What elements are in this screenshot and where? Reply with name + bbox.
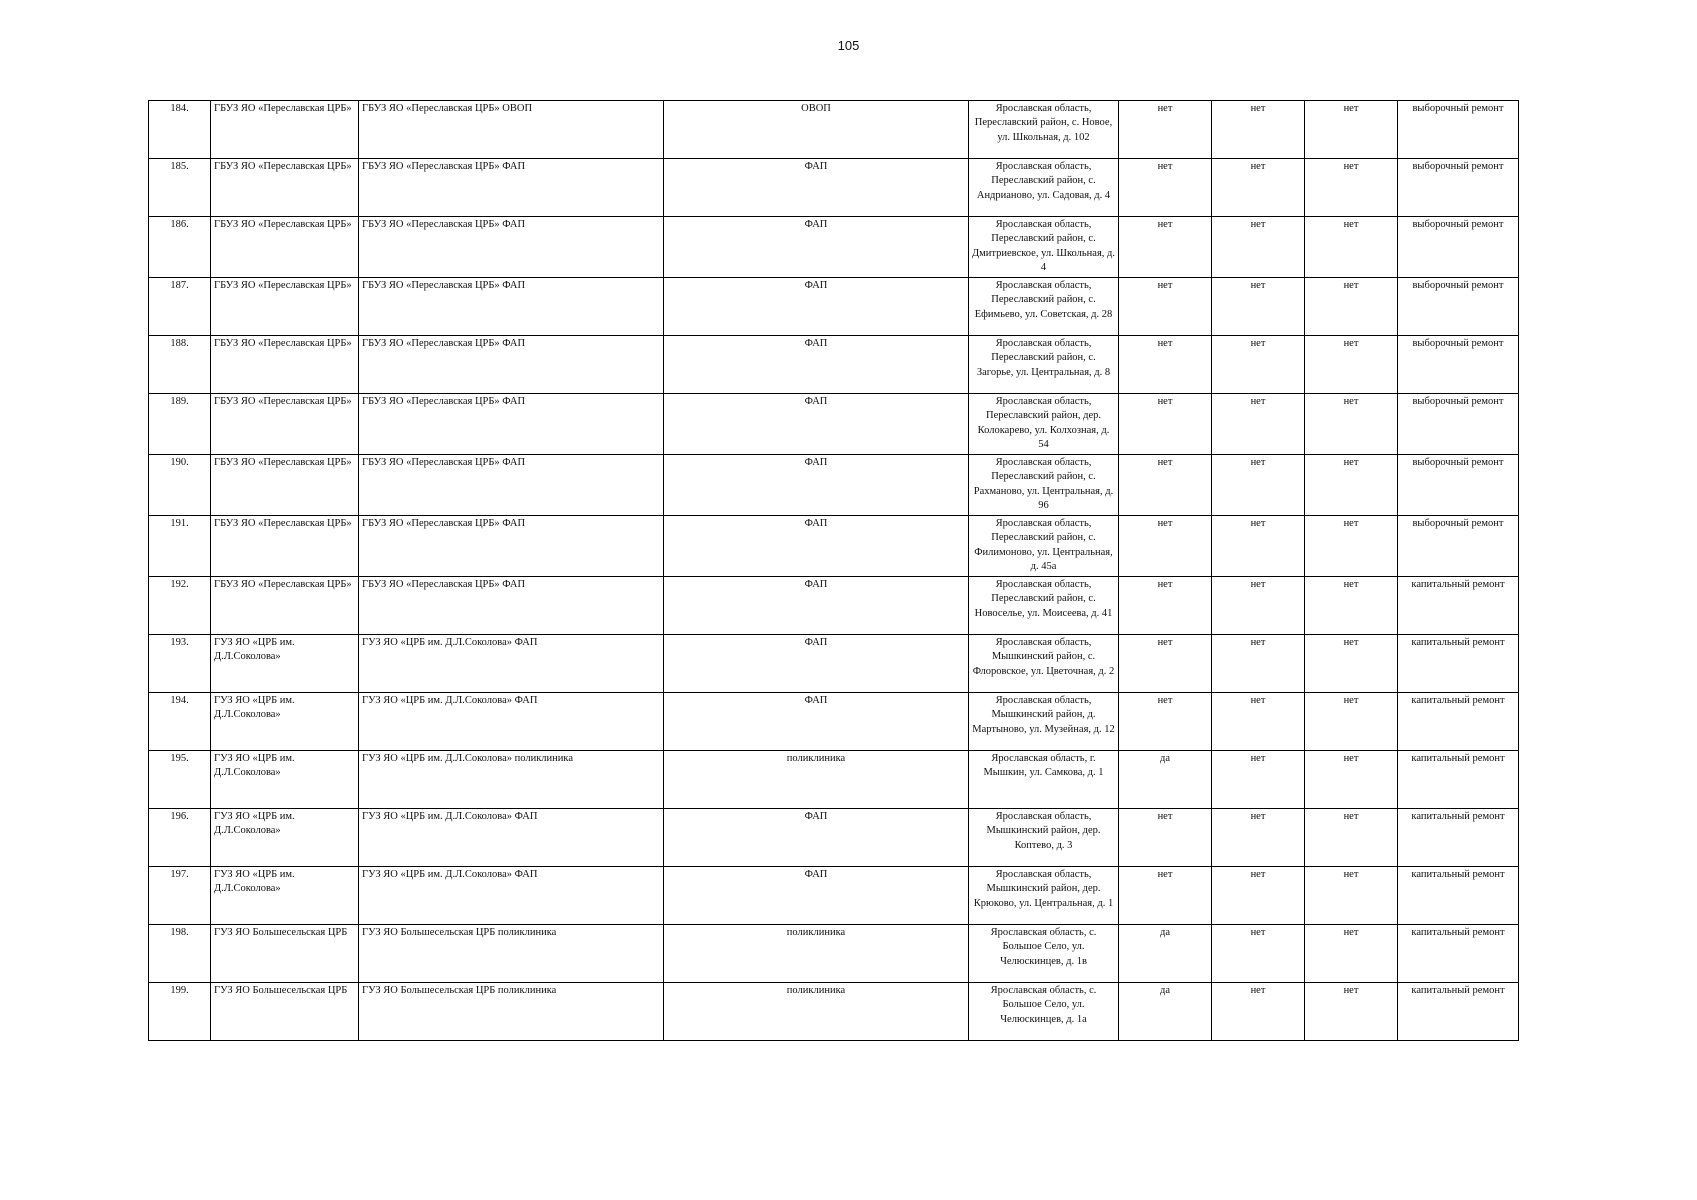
- flag-cell-3: нет: [1305, 515, 1398, 576]
- repair-type-cell: капитальный ремонт: [1398, 924, 1519, 982]
- table-row: [149, 866, 1519, 924]
- table-row: [149, 634, 1519, 692]
- facility-type-cell: ФАП: [664, 454, 969, 515]
- organization-cell: ГБУЗ ЯО «Переславская ЦРБ»: [211, 277, 359, 335]
- flag-cell-1: нет: [1119, 393, 1212, 454]
- table-row: [149, 924, 1519, 982]
- repair-type-cell: капитальный ремонт: [1398, 866, 1519, 924]
- table-row: [149, 277, 1519, 335]
- facility-type-cell: ФАП: [664, 393, 969, 454]
- flag-cell-3: нет: [1305, 159, 1398, 217]
- flag-cell-3: нет: [1305, 335, 1398, 393]
- flag-cell-1: нет: [1119, 277, 1212, 335]
- flag-cell-3: нет: [1305, 750, 1398, 808]
- row-number: 195.: [149, 750, 211, 808]
- address-cell: Ярославская область, Переславский район, с. Новое, ул. Школьная, д. 102: [969, 101, 1119, 159]
- address-cell: Ярославская область, Мышкинский район, дер. Коптево, д. 3: [969, 808, 1119, 866]
- table-row: [149, 576, 1519, 634]
- flag-cell-3: нет: [1305, 576, 1398, 634]
- flag-cell-2: нет: [1212, 101, 1305, 159]
- flag-cell-1: да: [1119, 750, 1212, 808]
- organization-cell: ГУЗ ЯО Большесельская ЦРБ: [211, 982, 359, 1040]
- flag-cell-3: нет: [1305, 454, 1398, 515]
- unit-name-cell: ГУЗ ЯО «ЦРБ им. Д.Л.Соколова» ФАП: [359, 692, 664, 750]
- organization-cell: ГУЗ ЯО «ЦРБ им. Д.Л.Соколова»: [211, 634, 359, 692]
- facilities-table: [148, 100, 1519, 1041]
- flag-cell-3: нет: [1305, 217, 1398, 278]
- facility-type-cell: поликлиника: [664, 750, 969, 808]
- flag-cell-2: нет: [1212, 982, 1305, 1040]
- unit-name-cell: ГУЗ ЯО Большесельская ЦРБ поликлиника: [359, 982, 664, 1040]
- unit-name-cell: ГУЗ ЯО «ЦРБ им. Д.Л.Соколова» ФАП: [359, 808, 664, 866]
- flag-cell-3: нет: [1305, 634, 1398, 692]
- flag-cell-3: нет: [1305, 808, 1398, 866]
- organization-cell: ГБУЗ ЯО «Переславская ЦРБ»: [211, 515, 359, 576]
- facility-type-cell: ФАП: [664, 217, 969, 278]
- flag-cell-1: нет: [1119, 101, 1212, 159]
- facility-type-cell: ФАП: [664, 634, 969, 692]
- address-cell: Ярославская область, Переславский район, с. Загорье, ул. Центральная, д. 8: [969, 335, 1119, 393]
- facility-type-cell: ФАП: [664, 866, 969, 924]
- flag-cell-2: нет: [1212, 634, 1305, 692]
- unit-name-cell: ГБУЗ ЯО «Переславская ЦРБ» ФАП: [359, 217, 664, 278]
- row-number: 193.: [149, 634, 211, 692]
- organization-cell: ГУЗ ЯО «ЦРБ им. Д.Л.Соколова»: [211, 808, 359, 866]
- address-cell: Ярославская область, с. Большое Село, ул. Челюскинцев, д. 1а: [969, 982, 1119, 1040]
- flag-cell-1: нет: [1119, 576, 1212, 634]
- facility-type-cell: ФАП: [664, 576, 969, 634]
- page-number: 105: [837, 38, 860, 53]
- flag-cell-3: нет: [1305, 866, 1398, 924]
- facility-type-cell: поликлиника: [664, 924, 969, 982]
- organization-cell: ГБУЗ ЯО «Переславская ЦРБ»: [211, 159, 359, 217]
- flag-cell-2: нет: [1212, 515, 1305, 576]
- flag-cell-1: нет: [1119, 454, 1212, 515]
- unit-name-cell: ГБУЗ ЯО «Переславская ЦРБ» ФАП: [359, 576, 664, 634]
- unit-name-cell: ГУЗ ЯО Большесельская ЦРБ поликлиника: [359, 924, 664, 982]
- organization-cell: ГУЗ ЯО «ЦРБ им. Д.Л.Соколова»: [211, 692, 359, 750]
- flag-cell-3: нет: [1305, 692, 1398, 750]
- table-row: [149, 982, 1519, 1040]
- repair-type-cell: выборочный ремонт: [1398, 101, 1519, 159]
- row-number: 190.: [149, 454, 211, 515]
- unit-name-cell: ГБУЗ ЯО «Переславская ЦРБ» ФАП: [359, 159, 664, 217]
- flag-cell-1: да: [1119, 924, 1212, 982]
- row-number: 185.: [149, 159, 211, 217]
- flag-cell-3: нет: [1305, 924, 1398, 982]
- row-number: 184.: [149, 101, 211, 159]
- repair-type-cell: капитальный ремонт: [1398, 808, 1519, 866]
- organization-cell: ГУЗ ЯО «ЦРБ им. Д.Л.Соколова»: [211, 750, 359, 808]
- table-row: [149, 515, 1519, 576]
- address-cell: Ярославская область, Переславский район, с. Рахманово, ул. Центральная, д. 96: [969, 454, 1119, 515]
- facility-type-cell: ФАП: [664, 277, 969, 335]
- facility-type-cell: ФАП: [664, 515, 969, 576]
- table-row: [149, 159, 1519, 217]
- repair-type-cell: выборочный ремонт: [1398, 335, 1519, 393]
- address-cell: Ярославская область, Переславский район, с. Андрианово, ул. Садовая, д. 4: [969, 159, 1119, 217]
- flag-cell-1: нет: [1119, 515, 1212, 576]
- flag-cell-1: нет: [1119, 634, 1212, 692]
- row-number: 196.: [149, 808, 211, 866]
- flag-cell-3: нет: [1305, 101, 1398, 159]
- address-cell: Ярославская область, г. Мышкин, ул. Самкова, д. 1: [969, 750, 1119, 808]
- flag-cell-1: нет: [1119, 866, 1212, 924]
- organization-cell: ГБУЗ ЯО «Переславская ЦРБ»: [211, 576, 359, 634]
- repair-type-cell: капитальный ремонт: [1398, 982, 1519, 1040]
- flag-cell-1: да: [1119, 982, 1212, 1040]
- address-cell: Ярославская область, Мышкинский район, д. Мартыново, ул. Музейная, д. 12: [969, 692, 1119, 750]
- repair-type-cell: выборочный ремонт: [1398, 515, 1519, 576]
- organization-cell: ГУЗ ЯО Большесельская ЦРБ: [211, 924, 359, 982]
- flag-cell-2: нет: [1212, 866, 1305, 924]
- facility-type-cell: ФАП: [664, 808, 969, 866]
- table-row: [149, 217, 1519, 278]
- facility-type-cell: ФАП: [664, 335, 969, 393]
- row-number: 188.: [149, 335, 211, 393]
- repair-type-cell: выборочный ремонт: [1398, 454, 1519, 515]
- organization-cell: ГУЗ ЯО «ЦРБ им. Д.Л.Соколова»: [211, 866, 359, 924]
- repair-type-cell: выборочный ремонт: [1398, 393, 1519, 454]
- table-row: [149, 393, 1519, 454]
- address-cell: Ярославская область, Переславский район, с. Филимоново, ул. Центральная, д. 45а: [969, 515, 1119, 576]
- address-cell: Ярославская область, Мышкинский район, с. Флоровское, ул. Цветочная, д. 2: [969, 634, 1119, 692]
- repair-type-cell: выборочный ремонт: [1398, 159, 1519, 217]
- organization-cell: ГБУЗ ЯО «Переславская ЦРБ»: [211, 101, 359, 159]
- row-number: 186.: [149, 217, 211, 278]
- flag-cell-2: нет: [1212, 335, 1305, 393]
- flag-cell-1: нет: [1119, 692, 1212, 750]
- table-row: [149, 454, 1519, 515]
- address-cell: Ярославская область, Переславский район, с. Дмитриевское, ул. Школьная, д. 4: [969, 217, 1119, 278]
- repair-type-cell: капитальный ремонт: [1398, 576, 1519, 634]
- table-row: [149, 101, 1519, 159]
- unit-name-cell: ГБУЗ ЯО «Переславская ЦРБ» ФАП: [359, 277, 664, 335]
- flag-cell-3: нет: [1305, 393, 1398, 454]
- table-body: [149, 101, 1519, 1041]
- unit-name-cell: ГУЗ ЯО «ЦРБ им. Д.Л.Соколова» поликлиника: [359, 750, 664, 808]
- repair-type-cell: капитальный ремонт: [1398, 634, 1519, 692]
- organization-cell: ГБУЗ ЯО «Переславская ЦРБ»: [211, 393, 359, 454]
- flag-cell-2: нет: [1212, 277, 1305, 335]
- repair-type-cell: выборочный ремонт: [1398, 277, 1519, 335]
- row-number: 189.: [149, 393, 211, 454]
- flag-cell-2: нет: [1212, 217, 1305, 278]
- row-number: 192.: [149, 576, 211, 634]
- facility-type-cell: ОВОП: [664, 101, 969, 159]
- flag-cell-2: нет: [1212, 159, 1305, 217]
- flag-cell-2: нет: [1212, 692, 1305, 750]
- flag-cell-2: нет: [1212, 576, 1305, 634]
- row-number: 194.: [149, 692, 211, 750]
- unit-name-cell: ГУЗ ЯО «ЦРБ им. Д.Л.Соколова» ФАП: [359, 634, 664, 692]
- table-row: [149, 808, 1519, 866]
- table-row: [149, 335, 1519, 393]
- address-cell: Ярославская область, Переславский район, с. Ефимьево, ул. Советская, д. 28: [969, 277, 1119, 335]
- row-number: 191.: [149, 515, 211, 576]
- table-row: [149, 692, 1519, 750]
- flag-cell-2: нет: [1212, 750, 1305, 808]
- row-number: 198.: [149, 924, 211, 982]
- unit-name-cell: ГБУЗ ЯО «Переславская ЦРБ» ФАП: [359, 515, 664, 576]
- unit-name-cell: ГБУЗ ЯО «Переславская ЦРБ» ФАП: [359, 454, 664, 515]
- flag-cell-1: нет: [1119, 217, 1212, 278]
- flag-cell-1: нет: [1119, 808, 1212, 866]
- address-cell: Ярославская область, Мышкинский район, дер. Крюково, ул. Центральная, д. 1: [969, 866, 1119, 924]
- repair-type-cell: капитальный ремонт: [1398, 750, 1519, 808]
- repair-type-cell: выборочный ремонт: [1398, 217, 1519, 278]
- flag-cell-2: нет: [1212, 454, 1305, 515]
- facility-type-cell: поликлиника: [664, 982, 969, 1040]
- unit-name-cell: ГБУЗ ЯО «Переславская ЦРБ» ФАП: [359, 335, 664, 393]
- address-cell: Ярославская область, Переславский район, с. Новоселье, ул. Моисеева, д. 41: [969, 576, 1119, 634]
- flag-cell-3: нет: [1305, 277, 1398, 335]
- table-row: [149, 750, 1519, 808]
- organization-cell: ГБУЗ ЯО «Переславская ЦРБ»: [211, 335, 359, 393]
- unit-name-cell: ГБУЗ ЯО «Переславская ЦРБ» ОВОП: [359, 101, 664, 159]
- repair-type-cell: капитальный ремонт: [1398, 692, 1519, 750]
- unit-name-cell: ГБУЗ ЯО «Переславская ЦРБ» ФАП: [359, 393, 664, 454]
- address-cell: Ярославская область, с. Большое Село, ул. Челюскинцев, д. 1в: [969, 924, 1119, 982]
- row-number: 197.: [149, 866, 211, 924]
- unit-name-cell: ГУЗ ЯО «ЦРБ им. Д.Л.Соколова» ФАП: [359, 866, 664, 924]
- flag-cell-1: нет: [1119, 335, 1212, 393]
- facility-type-cell: ФАП: [664, 159, 969, 217]
- address-cell: Ярославская область, Переславский район, дер. Колокарево, ул. Колхозная, д. 54: [969, 393, 1119, 454]
- flag-cell-2: нет: [1212, 808, 1305, 866]
- flag-cell-2: нет: [1212, 393, 1305, 454]
- row-number: 187.: [149, 277, 211, 335]
- flag-cell-1: нет: [1119, 159, 1212, 217]
- facility-type-cell: ФАП: [664, 692, 969, 750]
- flag-cell-3: нет: [1305, 982, 1398, 1040]
- row-number: 199.: [149, 982, 211, 1040]
- flag-cell-2: нет: [1212, 924, 1305, 982]
- organization-cell: ГБУЗ ЯО «Переславская ЦРБ»: [211, 454, 359, 515]
- organization-cell: ГБУЗ ЯО «Переславская ЦРБ»: [211, 217, 359, 278]
